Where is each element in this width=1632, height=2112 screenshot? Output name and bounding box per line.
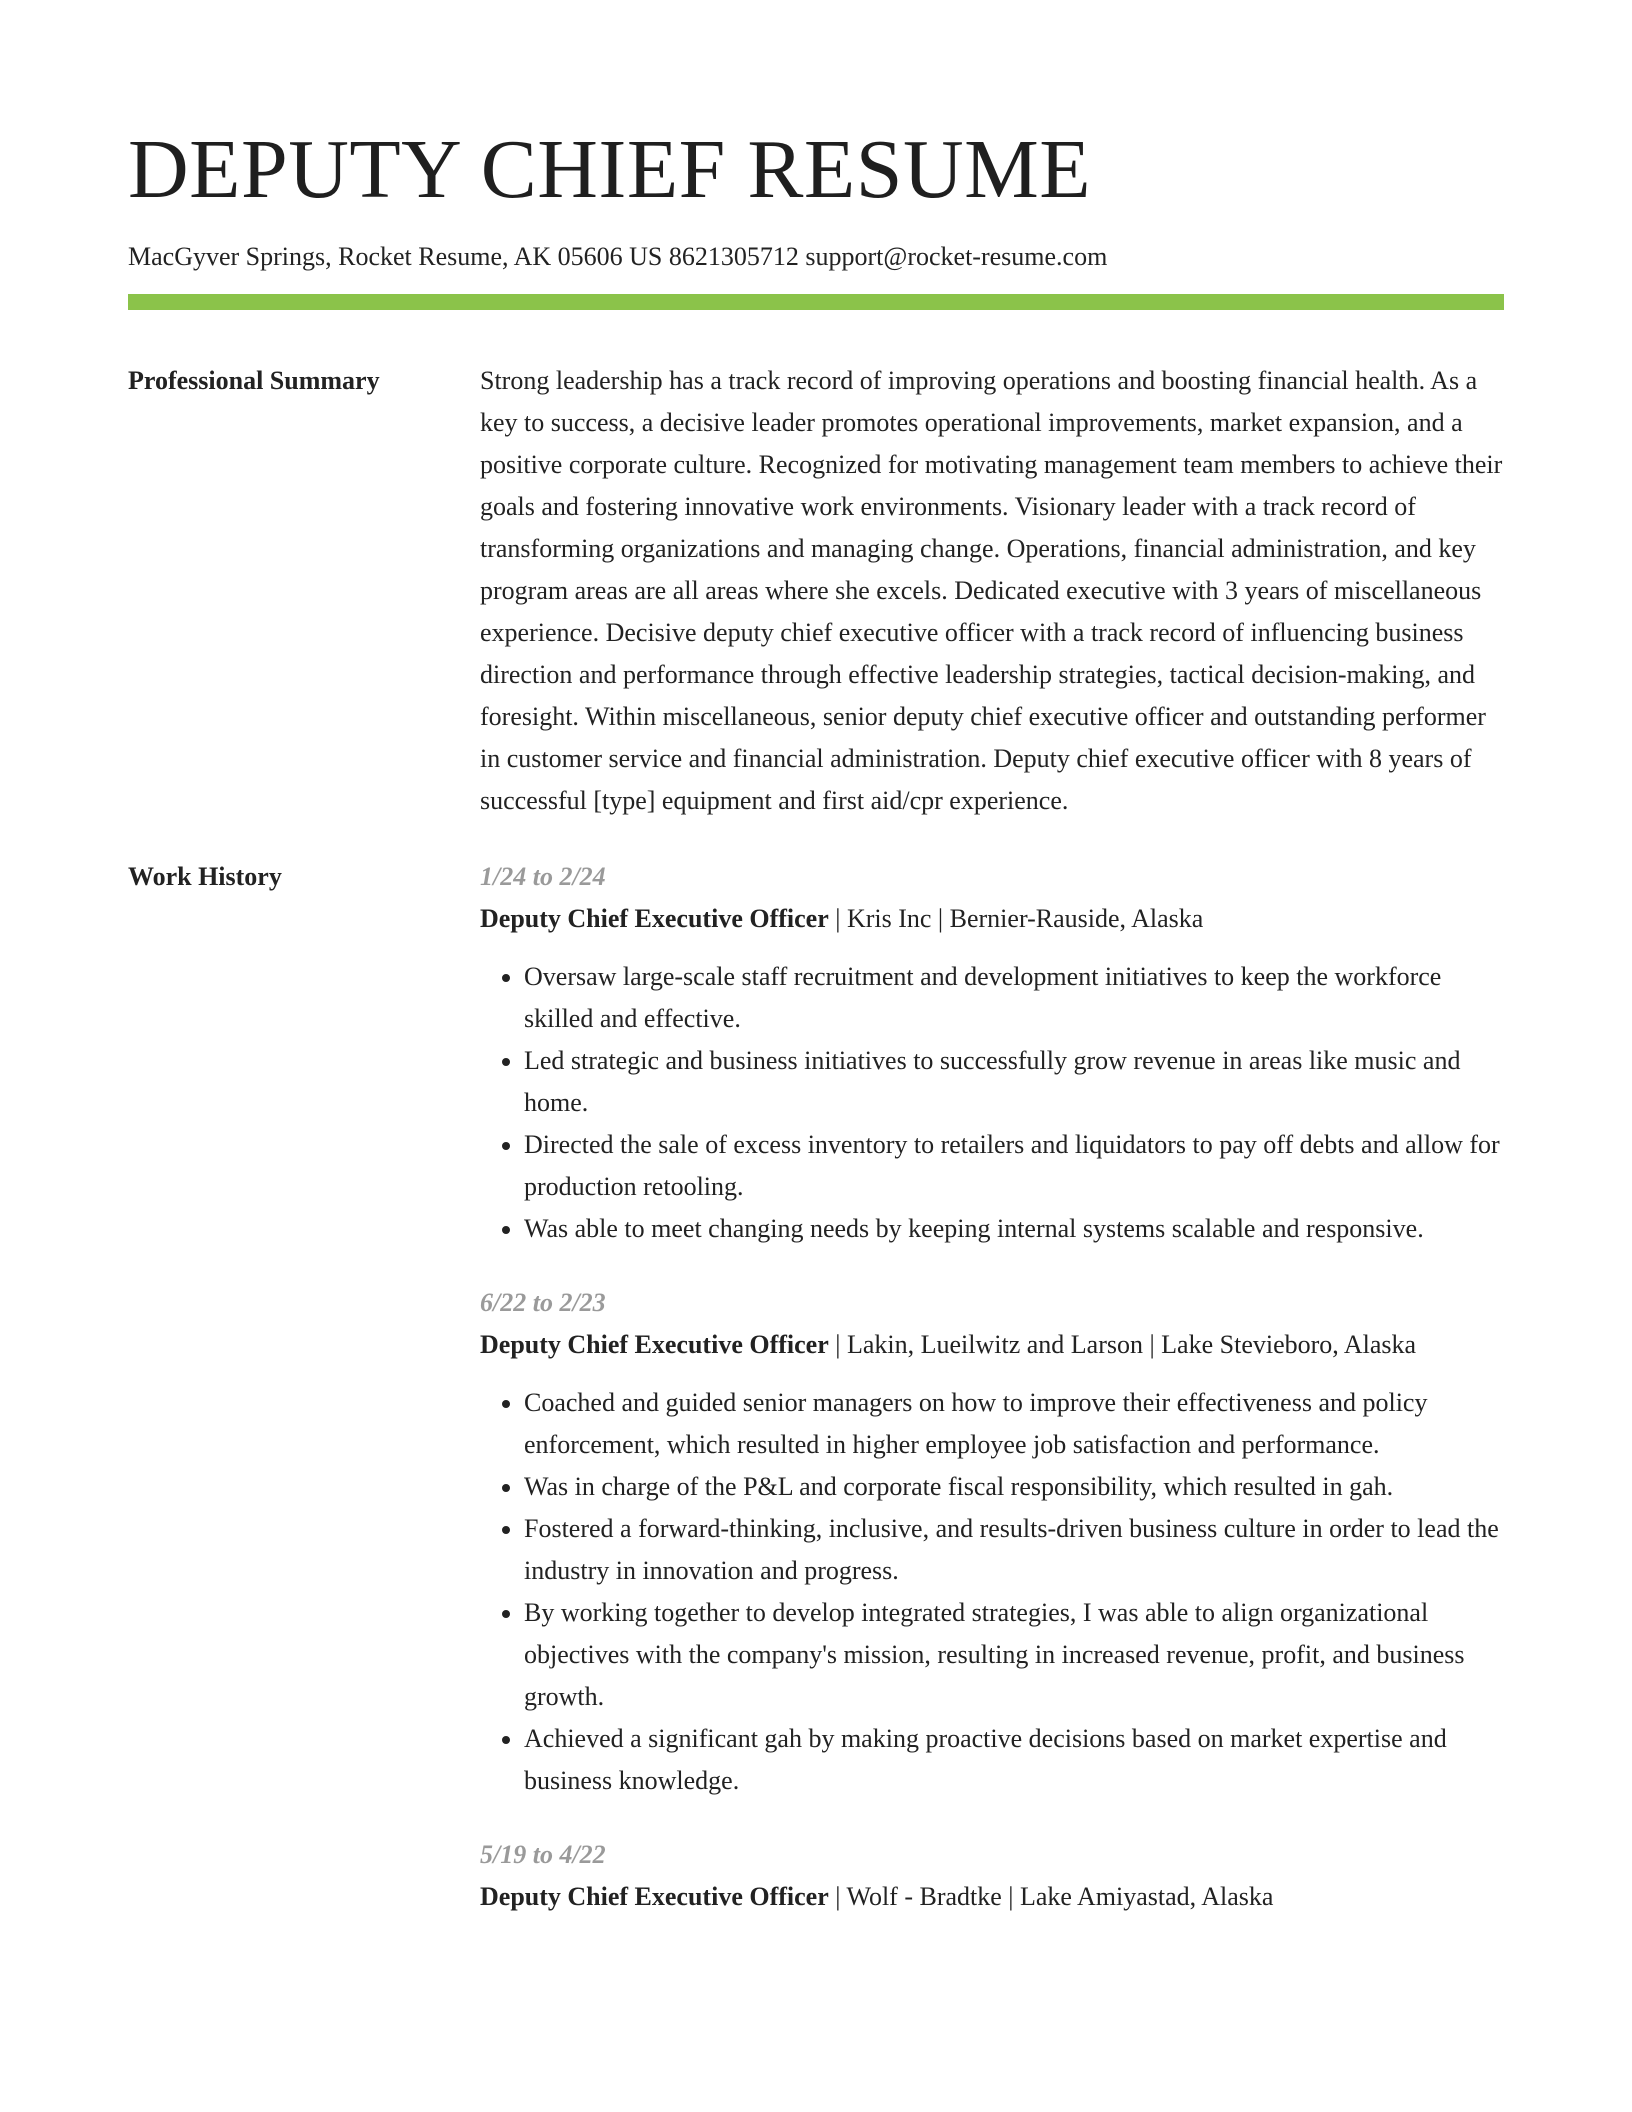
job-heading — [480, 1324, 1504, 1366]
professional-summary-section — [128, 360, 1504, 822]
job-bullet-list — [480, 956, 1504, 1250]
job-dates: 1/24 to 2/24 — [480, 862, 606, 891]
work-history-section — [128, 856, 1504, 1950]
job-entry — [480, 1282, 1504, 1802]
section-label-summary: Professional Summary — [128, 366, 380, 395]
job-company-location: | Wolf - Bradtke | Lake Amiyastad, Alaska — [828, 1882, 1274, 1911]
job-bullet: • Oversaw large-scale staff recruitment and development initiatives to keep the workforce skilled and effective. — [524, 956, 1504, 1040]
summary-text: Strong leadership has a track record of improving operations and boosting financial health. As a key to success, a decisive leader promotes operational improvements, market expansion, and a positive corporate culture. Recognized for motivating management team members to achieve their goals and fostering innovative work environments. Visionary leader with a track record of transforming organizations and managing change. Operations, financial administration, and key program areas are all areas where she excels. Dedicated executive with 3 years of miscellaneous experience. Decisive deputy chief executive officer with a track record of influencing business direction and performance through effective leadership strategies, tactical decision-making, and foresight. Within miscellaneous, senior deputy chief executive officer and outstanding performer in customer service and financial administration. Deputy chief executive officer with 8 years of successful [type] equipment and first aid/cpr experience. — [480, 366, 1503, 815]
resume-title: DEPUTY CHIEF RESUME — [128, 123, 1092, 216]
job-company-location: | Kris Inc | Bernier-Rauside, Alaska — [828, 904, 1204, 933]
work-history-body — [480, 856, 1504, 1950]
contact-line — [128, 240, 1504, 274]
job-bullet: • Fostered a forward-thinking, inclusive, and results-driven business culture in order to lead the industry in innovation and progress. — [524, 1508, 1504, 1592]
job-title: Deputy Chief Executive Officer — [480, 1330, 829, 1359]
summary-body — [480, 360, 1504, 822]
header-divider — [128, 294, 1504, 310]
job-heading — [480, 898, 1504, 940]
job-dates: 5/19 to 4/22 — [480, 1840, 606, 1869]
job-bullet: • Achieved a significant gah by making proactive decisions based on market expertise and business knowledge. — [524, 1718, 1504, 1802]
job-entry — [480, 856, 1504, 1250]
job-bullet-list — [480, 1382, 1504, 1802]
job-bullet: • Coached and guided senior managers on how to improve their effectiveness and policy enforcement, which resulted in higher employee job satisfaction and performance. — [524, 1382, 1504, 1466]
job-bullet: • By working together to develop integrated strategies, I was able to align organizational objectives with the company's mission, resulting in increased revenue, profit, and business growth. — [524, 1592, 1504, 1718]
job-entry — [480, 1834, 1504, 1918]
job-bullet: • Was able to meet changing needs by keeping internal systems scalable and responsive. — [524, 1208, 1504, 1250]
resume-page — [128, 0, 1504, 1950]
job-title: Deputy Chief Executive Officer — [480, 1882, 829, 1911]
job-bullet: • Was in charge of the P&L and corporate fiscal responsibility, which resulted in gah. — [524, 1466, 1504, 1508]
job-bullet: • Led strategic and business initiatives to successfully grow revenue in areas like music and home. — [524, 1040, 1504, 1124]
job-company-location: | Lakin, Lueilwitz and Larson | Lake Stevieboro, Alaska — [828, 1330, 1417, 1359]
job-bullet: • Directed the sale of excess inventory to retailers and liquidators to pay off debts and allow for production retooling. — [524, 1124, 1504, 1208]
job-dates: 6/22 to 2/23 — [480, 1288, 606, 1317]
contact-phone: 8621305712 — [668, 242, 799, 271]
section-label-work-history: Work History — [128, 862, 282, 891]
contact-address: MacGyver Springs, Rocket Resume, AK 05606 US — [128, 242, 663, 271]
contact-email: support@rocket-resume.com — [805, 242, 1108, 271]
job-title: Deputy Chief Executive Officer — [480, 904, 829, 933]
job-heading — [480, 1876, 1504, 1918]
